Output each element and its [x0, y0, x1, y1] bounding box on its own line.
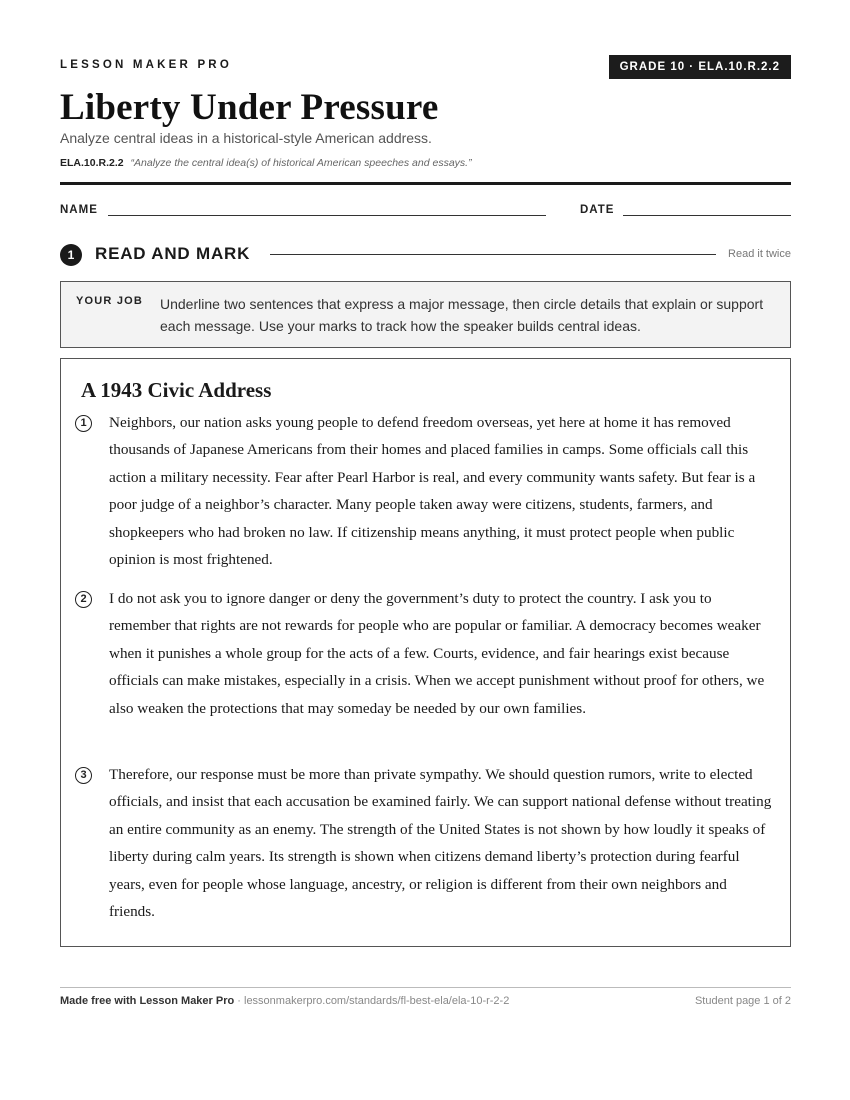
footer-credit: Made free with Lesson Maker Pro [60, 995, 235, 1007]
name-label: NAME [60, 204, 98, 216]
paragraph-number-badge: 2 [75, 591, 92, 608]
passage-title: A 1943 Civic Address [81, 378, 272, 402]
header-divider [60, 182, 791, 185]
footer-url[interactable]: · lessonmakerpro.com/standards/fl-best-ela/ela-10-r-2-2 [237, 995, 510, 1007]
footer-page-number: Student page 1 of 2 [694, 995, 791, 1007]
page-title: Liberty Under Pressure [60, 87, 439, 128]
name-date-row [60, 204, 791, 218]
top-bar [60, 55, 791, 79]
date-field[interactable] [623, 215, 791, 216]
section-number-badge: 1 [60, 244, 82, 266]
standard-code: ELA.10.R.2.2 [60, 157, 124, 169]
grade-standard-badge: GRADE 10 · ELA.10.R.2.2 [609, 55, 791, 79]
page-subtitle: Analyze central ideas in a historical-style American address. [60, 130, 432, 146]
footer-divider [60, 987, 791, 988]
instructions-label: YOUR JOB [76, 295, 144, 307]
instructions-text: Underline two sentences that express a major message, then circle details that explain or support each message. Use your marks to track how the speaker builds central ideas. [160, 296, 764, 334]
standard-quote: “Analyze the central idea(s) of historical American speeches and essays.” [130, 157, 472, 169]
brand-name: LESSON MAKER PRO [60, 59, 232, 71]
reading-passage-box [60, 358, 791, 947]
section-header [60, 243, 791, 267]
instructions-box [60, 281, 791, 348]
standard-line [60, 157, 472, 169]
paragraph-text: Neighbors, our nation asks young people to defend freedom overseas, yet here at home it has removed thousands of Japanese Americans from their homes and placed families in camps. Some officials call this action a military necessity. Fear after Pearl Harbor is real, and every community wants safety. But fear is a poor judge of a neighbor’s character. Many people taken away were citizens, students, farmers, and shopkeepers who had broken no law. If citizenship means anything, it must protect people when public opinion is most frightened. [109, 414, 756, 569]
paragraph-text: Therefore, our response must be more than private sympathy. We should question rumors, write to elected officials, and insist that each accusation be examined fairly. We can support national defense without treating an entire community as an enemy. The strength of the United States is not shown by how loudly it speaks of liberty during calm years. Its strength is shown when citizens demand liberty’s protection during fearful years, even for people whose language, ancestry, or religion is different from their own neighbors and friends. [109, 766, 772, 921]
paragraph-number-badge: 1 [75, 415, 92, 432]
page-footer [60, 995, 791, 1007]
name-field[interactable] [108, 215, 546, 216]
section-note: Read it twice [728, 248, 791, 260]
section-rule [270, 254, 716, 255]
paragraph-text: I do not ask you to ignore danger or deny the government’s duty to protect the country. I ask you to remember that rights are not rewards for people who are popular or familiar. A democracy becomes weaker when it punishes a whole group for the acts of a few. Courts, evidence, and fair hearings exist because officials can make mistakes, especially in a crisis. When we accept punishment without proof for others, we also weaken the protections that may someday be needed by our own families. [109, 590, 765, 717]
paragraph-number-badge: 3 [75, 767, 92, 784]
section-title: READ AND MARK [95, 244, 251, 263]
date-label: DATE [580, 204, 615, 216]
